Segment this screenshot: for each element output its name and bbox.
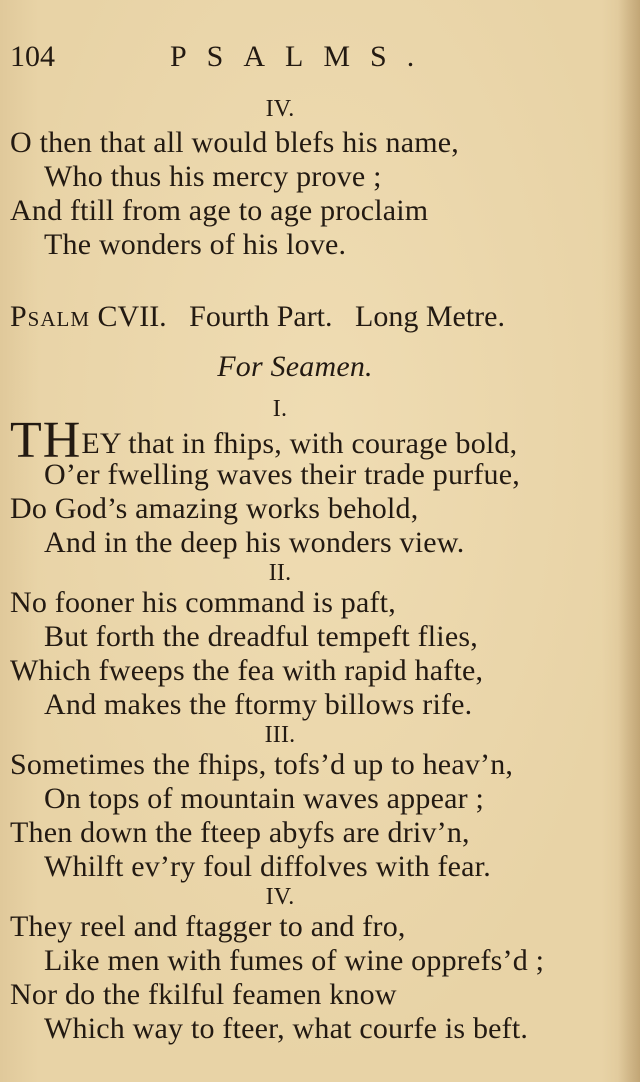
psalm-title <box>10 300 505 334</box>
stanza-number: II. <box>268 560 292 586</box>
stanza-number: IV. <box>265 884 295 910</box>
verse-line: Then down the fteep abyfs are driv’n, <box>10 816 470 849</box>
verse-line-rest: EY that in fhips, with courage bold, <box>81 427 518 460</box>
running-head: PSALMS. <box>170 40 435 73</box>
verse-line: But forth the dreadful tempeft flies, <box>44 620 478 653</box>
verse-line: No fooner his command is paft, <box>10 586 396 619</box>
stanza-number: IV. <box>265 96 295 122</box>
verse-line: Do God’s amazing works behold, <box>10 492 419 525</box>
verse-line: The wonders of his love. <box>44 228 347 261</box>
verse-line: Sometimes the fhips, tofs’d up to heav’n, <box>10 748 514 781</box>
verse-line: And in the deep his wonders view. <box>44 526 465 559</box>
verse-line: And ftill from age to age proclaim <box>10 194 429 227</box>
verse-line: Which way to fteer, what courfe is beft. <box>44 1012 529 1045</box>
verse-line: Nor do the fkilful feamen know <box>10 978 397 1011</box>
verse-line <box>10 412 518 469</box>
stanza-number: III. <box>264 722 296 748</box>
drop-cap: TH <box>10 412 82 469</box>
psalm-title-prefix: Psalm <box>10 300 91 333</box>
psalm-title-rest: CVII. Fourth Part. Long Metre. <box>90 300 505 333</box>
stanza-number: I. <box>272 396 288 422</box>
verse-line: On tops of mountain waves appear ; <box>44 782 485 815</box>
page-number: 104 <box>10 40 55 73</box>
verse-line: Who thus his mercy prove ; <box>44 160 382 193</box>
verse-line: They reel and ftagger to and fro, <box>10 910 406 943</box>
page-edge-shadow <box>618 0 640 1082</box>
verse-line: O’er fwelling waves their trade purfue, <box>44 458 520 491</box>
psalm-subtitle: For Seamen. <box>217 350 373 383</box>
verse-line: And makes the ftormy billows rife. <box>44 688 473 721</box>
verse-line: Which fweeps the fea with rapid hafte, <box>10 654 484 687</box>
verse-line: Whilft ev’ry foul diffolves with fear. <box>44 850 491 883</box>
verse-line: O then that all would blefs his name, <box>10 126 459 159</box>
verse-line: Like men with fumes of wine opprefs’d ; <box>44 944 545 977</box>
